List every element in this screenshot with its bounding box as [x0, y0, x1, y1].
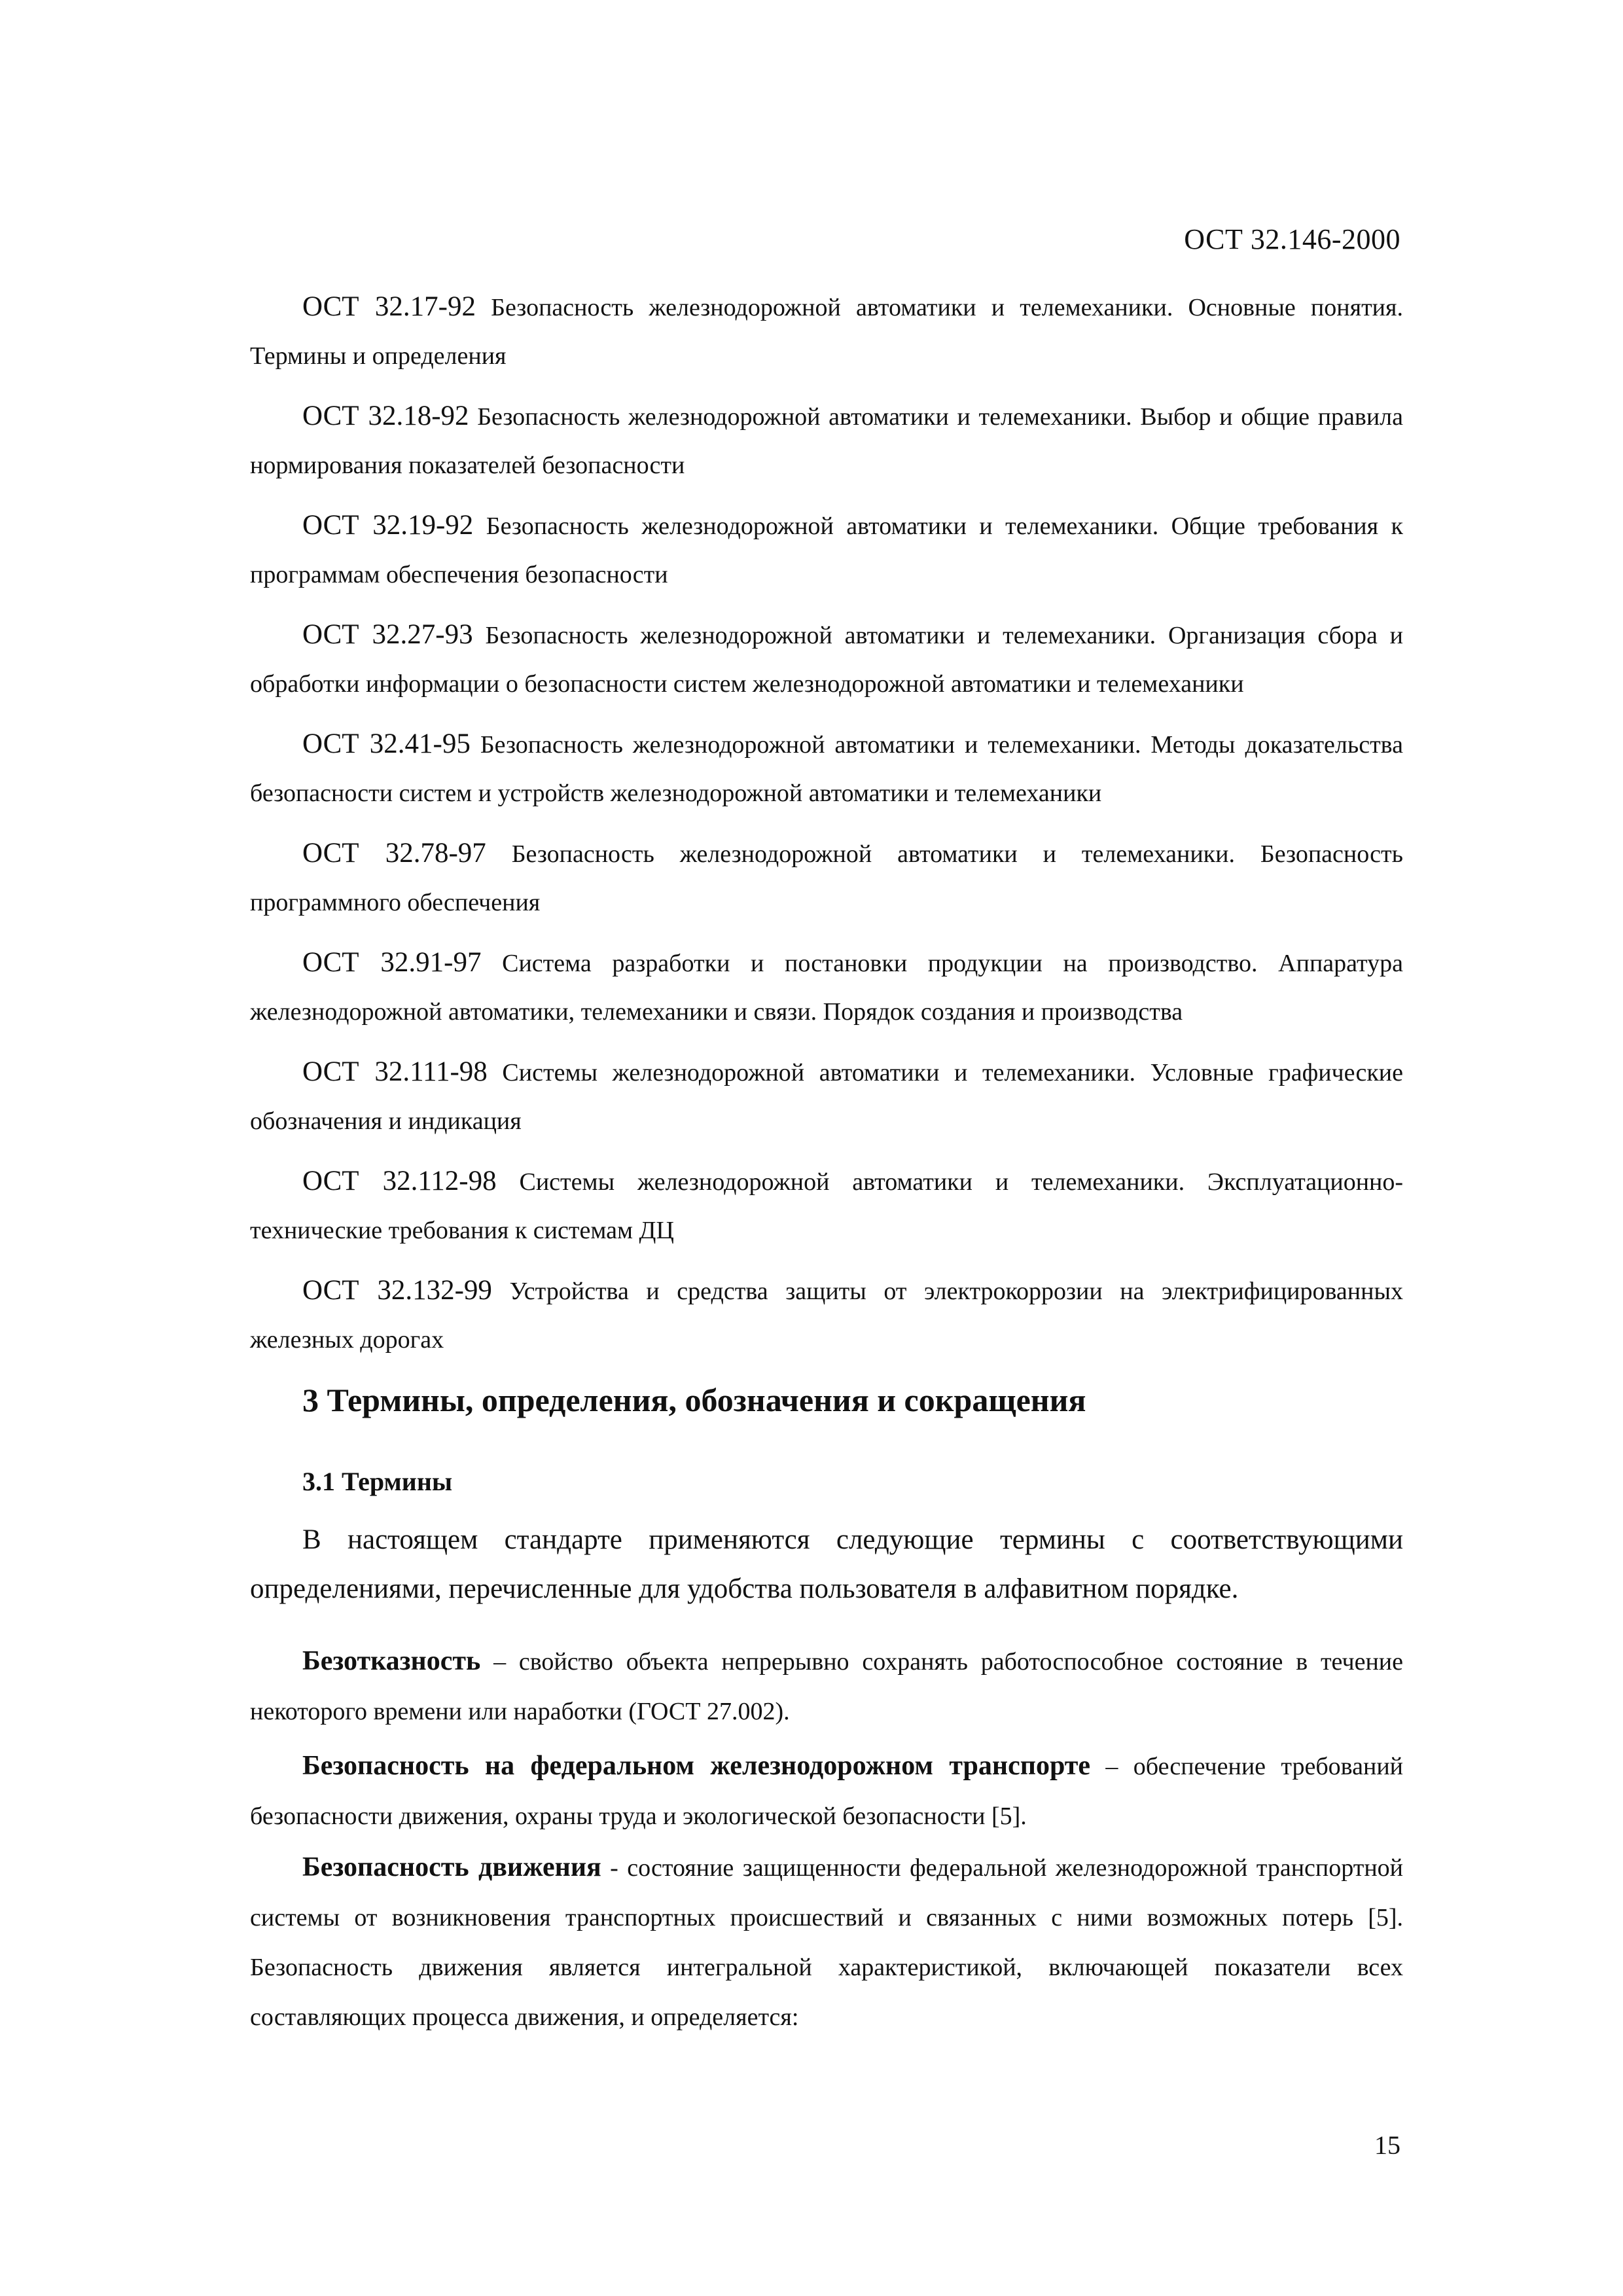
- term-entry: [250, 1842, 1403, 2042]
- reference-item: [250, 1048, 1403, 1145]
- term-entry: [250, 1636, 1403, 1736]
- term-name: Безопасность на федеральном железнодорожном транспорте: [302, 1751, 1091, 1781]
- reference-code: ОСТ 32.111-98: [302, 1056, 488, 1087]
- reference-code: ОСТ 32.18-92: [302, 401, 469, 431]
- reference-item: [250, 720, 1403, 817]
- subsection-title: 3.1 Термины: [302, 1467, 453, 1496]
- reference-code: ОСТ 32.17-92: [302, 291, 476, 322]
- reference-item: [250, 501, 1403, 599]
- intro-paragraph: [250, 1515, 1403, 1613]
- reference-title: Системы железнодорожной автоматики и телемеханики. Эксплуатационно-технические требования к системам ДЦ: [250, 1168, 1404, 1244]
- reference-item: [250, 392, 1403, 490]
- reference-title: Безопасность железнодорожной автоматики и телемеханики. Безопасность программного обеспечения: [250, 840, 1403, 916]
- reference-title: Безопасность железнодорожной автоматики и телемеханики. Основные понятия. Термины и определения: [250, 294, 1403, 370]
- term-name: Безопасность движения: [302, 1852, 601, 1882]
- term-definition: – обеспечение требований безопасности движения, охраны труда и экологической безопасности [5].: [250, 1753, 1403, 1830]
- reference-item: [250, 611, 1403, 708]
- document-code: ОСТ 32.146-2000: [1184, 223, 1400, 255]
- reference-title: Безопасность железнодорожной автоматики и телемеханики. Организация сбора и обработки информации о безопасности систем железнодорожной автоматики и телемеханики: [250, 622, 1404, 698]
- reference-code: ОСТ 32.91-97: [302, 947, 482, 978]
- reference-title: Система разработки и постановки продукции на производство. Аппаратура железнодорожной автоматики, телемеханики и связи. Порядок создания и производства: [250, 950, 1404, 1026]
- page-number: 15: [1374, 2130, 1400, 2160]
- reference-title: Безопасность железнодорожной автоматики и телемеханики. Общие требования к программам обеспечения безопасности: [250, 512, 1404, 588]
- term-entry: [250, 1741, 1403, 1841]
- intro-text: В настоящем стандарте применяются следующие термины с соответствующими определениями, перечисленные для удобства пользователя в алфавитном порядке.: [250, 1524, 1403, 1604]
- reference-code: ОСТ 32.78-97: [302, 838, 486, 869]
- reference-code: ОСТ 32.27-93: [302, 619, 473, 650]
- term-name: Безотказность: [302, 1646, 481, 1676]
- reference-item: [250, 829, 1403, 927]
- reference-title: Системы железнодорожной автоматики и телемеханики. Условные графические обозначения и индикация: [250, 1059, 1404, 1135]
- reference-item: [250, 283, 1403, 380]
- normative-references-list: [250, 283, 1403, 1367]
- reference-title: Устройства и средства защиты от электрокоррозии на электрифицированных железных дорогах: [250, 1278, 1403, 1354]
- reference-item: [250, 939, 1403, 1036]
- reference-code: ОСТ 32.112-98: [302, 1166, 497, 1196]
- reference-title: Безопасность железнодорожной автоматики и телемеханики. Выбор и общие правила нормирования показателей безопасности: [250, 403, 1403, 479]
- reference-code: ОСТ 32.41-95: [302, 728, 471, 759]
- reference-code: ОСТ 32.132-99: [302, 1275, 492, 1306]
- reference-item: [250, 1157, 1403, 1255]
- reference-code: ОСТ 32.19-92: [302, 510, 474, 541]
- reference-title: Безопасность железнодорожной автоматики и телемеханики. Методы доказательства безопасности систем и устройств железнодорожной автоматики и телемеханики: [250, 731, 1403, 807]
- section-title: 3 Термины, определения, обозначения и сокращения: [302, 1382, 1086, 1418]
- reference-item: [250, 1266, 1403, 1364]
- term-definition: - состояние защищенности федеральной железнодорожной транспортной системы от возникновения транспортных происшествий и связанных с ними возможных потерь [5]. Безопасность движения является интегральной характеристикой, включающей показатели всех составляющих процесса движения, и определяется:: [250, 1854, 1404, 2031]
- term-definition: – свойство объекта непрерывно сохранять работоспособное состояние в течение некоторого времени или наработки (ГОСТ 27.002).: [250, 1648, 1403, 1725]
